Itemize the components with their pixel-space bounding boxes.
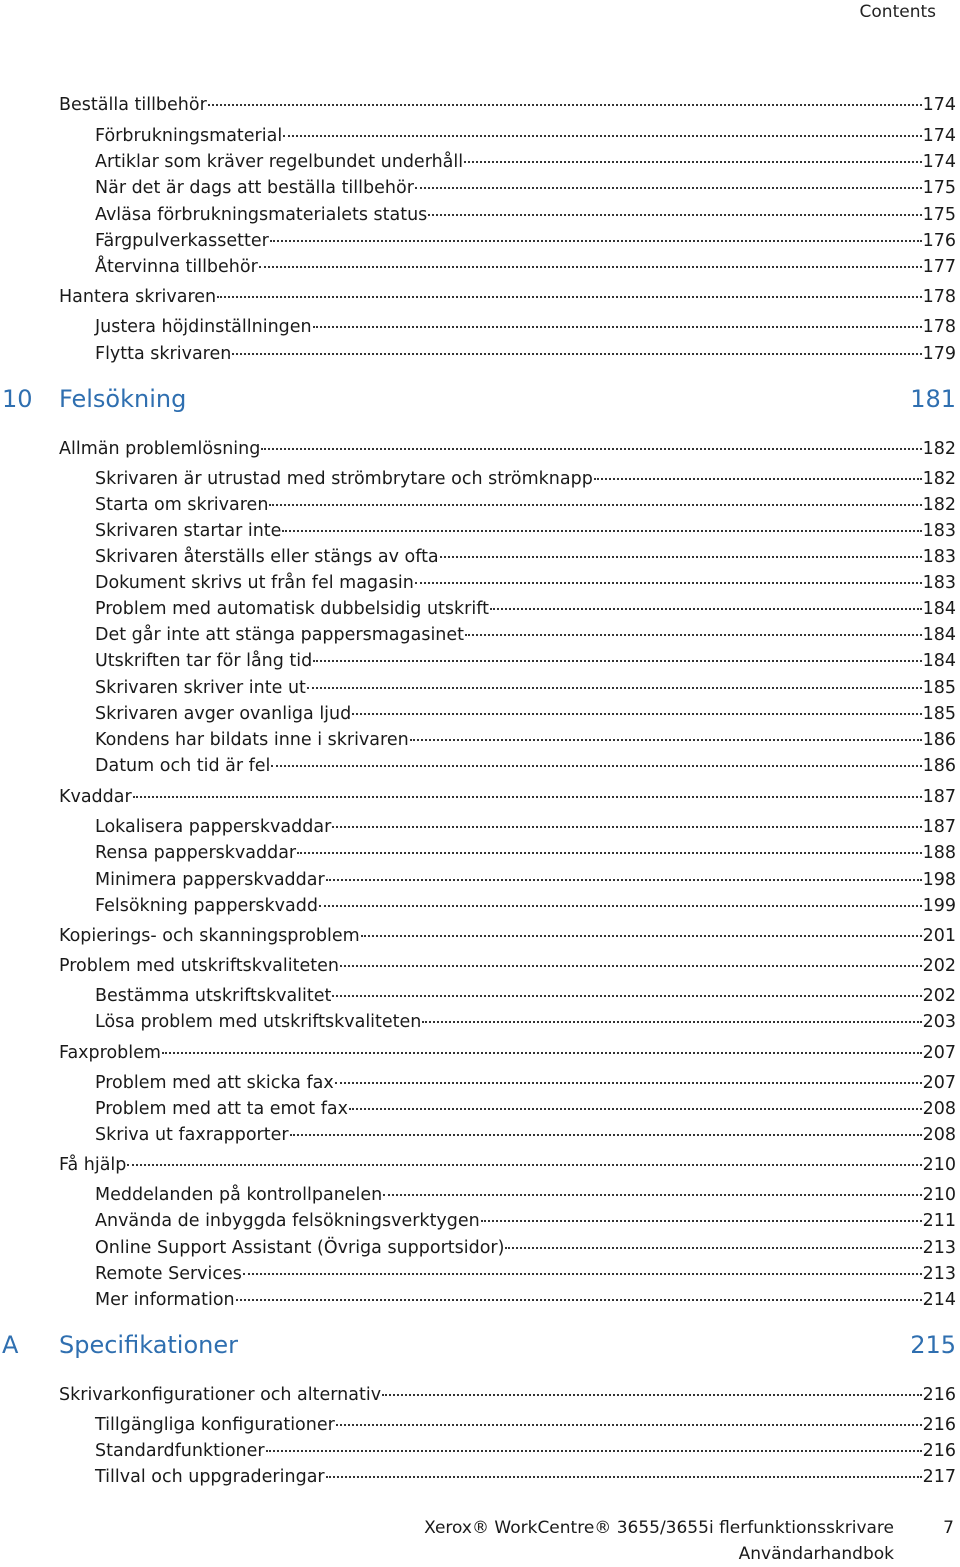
toc-entry-line	[95, 840, 956, 866]
toc-entry-page: 199	[922, 896, 956, 916]
toc-subsection-entry[interactable]	[0, 1182, 960, 1208]
toc-entry-title: Felsökning papperskvadd	[95, 896, 318, 916]
toc-entry-title: Problem med att skicka fax	[95, 1073, 334, 1093]
toc-entry-page: 187	[922, 817, 956, 837]
toc-entry-line	[95, 1208, 956, 1234]
toc-section-entry[interactable]	[0, 1152, 960, 1178]
toc-entry-line	[95, 893, 956, 919]
chapter-page: 215	[910, 1331, 956, 1359]
toc-entry-line	[95, 727, 956, 753]
dot-leader	[335, 1082, 922, 1084]
toc-entry-page: 185	[922, 678, 956, 698]
toc-entry-page: 175	[922, 205, 956, 225]
dot-leader	[236, 1299, 922, 1301]
toc-entry-line	[95, 544, 956, 570]
toc-entry-page: 198	[922, 870, 956, 890]
toc-entry-page: 182	[922, 495, 956, 515]
toc-entry-title: Utskriften tar för lång tid	[95, 651, 313, 671]
dot-leader	[319, 905, 922, 907]
dot-leader	[336, 1424, 922, 1426]
toc-entry-title: Problem med utskriftskvaliteten	[59, 956, 339, 976]
toc-entry-title: Lösa problem med utskriftskvaliteten	[95, 1012, 422, 1032]
dot-leader	[133, 796, 922, 798]
toc-subsection-entry[interactable]	[0, 254, 960, 280]
toc-subsection-entry[interactable]	[0, 675, 960, 701]
toc-entry-page: 210	[922, 1185, 956, 1205]
toc-entry-line	[59, 92, 956, 118]
dot-leader	[326, 1476, 922, 1478]
toc-entry-line	[95, 1122, 956, 1148]
toc-entry-page: 177	[922, 257, 956, 277]
dot-leader	[332, 995, 921, 997]
toc-chapter-heading[interactable]	[0, 1328, 960, 1362]
toc-entry-line	[95, 1096, 956, 1122]
chapter-title: Felsökning	[59, 385, 187, 413]
dot-leader	[217, 296, 921, 298]
toc-entry-line	[59, 1152, 956, 1178]
toc-subsection-entry[interactable]	[0, 544, 960, 570]
toc-entry-title: Återvinna tillbehör	[95, 257, 258, 277]
toc-entry-page: 184	[922, 651, 956, 671]
toc-section-entry[interactable]	[0, 953, 960, 979]
toc-entry-title: Färgpulverkassetter	[95, 231, 269, 251]
toc-entry-page: 183	[922, 573, 956, 593]
toc-entry-line	[95, 622, 956, 648]
dot-leader	[297, 852, 921, 854]
toc-entry-title: Standardfunktioner	[95, 1441, 265, 1461]
dot-leader	[594, 478, 922, 480]
toc-entry-title: När det är dags att beställa tillbehör	[95, 178, 414, 198]
toc-entry-title: Allmän problemlösning	[59, 439, 261, 459]
toc-entry-title: Förbrukningsmaterial	[95, 126, 283, 146]
toc-entry-title: Kvaddar	[59, 787, 132, 807]
footer-product: Xerox® WorkCentre® 3655/3655i flerfunktionsskrivare	[424, 1518, 894, 1538]
toc-subsection-entry[interactable]	[0, 1412, 960, 1438]
dot-leader	[352, 713, 921, 715]
toc-entry-page: 187	[922, 787, 956, 807]
toc-entry-line	[59, 1040, 956, 1066]
toc-subsection-entry[interactable]	[0, 1096, 960, 1122]
toc-entry-page: 208	[922, 1099, 956, 1119]
toc-subsection-entry[interactable]	[0, 314, 960, 340]
dot-leader	[428, 214, 921, 216]
toc-entry-page: 201	[922, 926, 956, 946]
toc-entry-page: 178	[922, 317, 956, 337]
toc-entry-title: Artiklar som kräver regelbundet underhåll	[95, 152, 464, 172]
toc-subsection-entry[interactable]	[0, 648, 960, 674]
toc-entry-title: Justera höjdinställningen	[95, 317, 312, 337]
toc-subsection-entry[interactable]	[0, 753, 960, 779]
toc-subsection-entry[interactable]	[0, 727, 960, 753]
toc-entry-page: 202	[922, 986, 956, 1006]
toc-entry-title: Beställa tillbehör	[59, 95, 207, 115]
toc-entry-page: 214	[922, 1290, 956, 1310]
toc-entry-line	[95, 1261, 956, 1287]
toc-entry-title: Faxproblem	[59, 1043, 161, 1063]
toc-entry-title: Skrivarkonfigurationer och alternativ	[59, 1385, 382, 1405]
toc-entry-title: Skrivaren avger ovanliga ljud	[95, 704, 352, 724]
toc-entry-title: Det går inte att stänga pappersmagasinet	[95, 625, 465, 645]
toc-entry-page: 179	[922, 344, 956, 364]
dot-leader	[349, 1108, 922, 1110]
toc-subsection-entry[interactable]	[0, 518, 960, 544]
dot-leader	[243, 1273, 922, 1275]
toc-entry-title: Lokalisera papperskvaddar	[95, 817, 332, 837]
toc-entry-page: 174	[922, 152, 956, 172]
dot-leader	[313, 326, 922, 328]
toc-entry-line	[95, 675, 956, 701]
dot-leader	[313, 660, 921, 662]
toc-entry-line	[95, 518, 956, 544]
toc-entry-page: 202	[922, 956, 956, 976]
dot-leader	[307, 687, 922, 689]
toc-entry-line	[95, 1438, 956, 1464]
toc-subsection-entry[interactable]	[0, 1464, 960, 1490]
toc-entry-line	[95, 254, 956, 280]
dot-leader	[232, 353, 921, 355]
toc-entry-line	[95, 1464, 956, 1490]
toc-subsection-entry[interactable]	[0, 123, 960, 149]
chapter-number: A	[2, 1331, 19, 1359]
dot-leader	[290, 1134, 922, 1136]
toc-entry-line	[59, 923, 956, 949]
toc-entry-title: Dokument skrivs ut från fel magasin	[95, 573, 414, 593]
toc-entry-line	[95, 814, 956, 840]
toc-entry-title: Starta om skrivaren	[95, 495, 269, 515]
toc-entry-title: Bestämma utskriftskvalitet	[95, 986, 332, 1006]
toc-entry-title: Datum och tid är fel	[95, 756, 271, 776]
dot-leader	[422, 1021, 921, 1023]
toc-section-entry[interactable]	[0, 784, 960, 810]
toc-entry-page: 175	[922, 178, 956, 198]
dot-leader	[481, 1220, 922, 1222]
toc-entry-line	[95, 1070, 956, 1096]
toc-entry-page: 213	[922, 1264, 956, 1284]
dot-leader	[465, 634, 922, 636]
toc-entry-page: 217	[922, 1467, 956, 1487]
toc-subsection-entry[interactable]	[0, 492, 960, 518]
toc-entry-line	[95, 123, 956, 149]
toc-entry-title: Remote Services	[95, 1264, 242, 1284]
toc-entry-title: Skrivaren är utrustad med strömbrytare och strömknapp	[95, 469, 593, 489]
dot-leader	[283, 135, 921, 137]
dot-leader	[382, 1394, 922, 1396]
toc-section-entry[interactable]	[0, 436, 960, 462]
toc-entry-line	[95, 867, 956, 893]
toc-entry-line	[95, 492, 956, 518]
toc-entry-title: Mer information	[95, 1290, 235, 1310]
toc-subsection-entry[interactable]	[0, 867, 960, 893]
toc-subsection-entry[interactable]	[0, 893, 960, 919]
toc-subsection-entry[interactable]	[0, 622, 960, 648]
toc-entry-page: 184	[922, 599, 956, 619]
toc-entry-line	[95, 466, 956, 492]
dot-leader	[127, 1164, 921, 1166]
toc-subsection-entry[interactable]	[0, 149, 960, 175]
toc-entry-page: 174	[922, 126, 956, 146]
chapter-number: 10	[2, 385, 33, 413]
toc-entry-line	[59, 284, 956, 310]
dot-leader	[490, 608, 922, 610]
toc-entry-line	[95, 1287, 956, 1313]
toc-entry-page: 182	[922, 469, 956, 489]
toc-section-entry[interactable]	[0, 284, 960, 310]
toc-entry-title: Meddelanden på kontrollpanelen	[95, 1185, 383, 1205]
dot-leader	[270, 240, 922, 242]
toc-section-entry[interactable]	[0, 92, 960, 118]
toc-section-entry[interactable]	[0, 1040, 960, 1066]
toc-entry-page: 210	[922, 1155, 956, 1175]
toc-entry-page: 188	[922, 843, 956, 863]
toc-subsection-entry[interactable]	[0, 840, 960, 866]
toc-subsection-entry[interactable]	[0, 983, 960, 1009]
dot-leader	[340, 965, 922, 967]
toc-subsection-entry[interactable]	[0, 466, 960, 492]
dot-leader	[332, 826, 921, 828]
toc-entry-page: 208	[922, 1125, 956, 1145]
toc-entry-title: Få hjälp	[59, 1155, 127, 1175]
toc-entry-page: 203	[922, 1012, 956, 1032]
toc-entry-line	[95, 1009, 956, 1035]
toc-entry-page: 185	[922, 704, 956, 724]
chapter-title: Specifikationer	[59, 1331, 239, 1359]
toc-entry-title: Flytta skrivaren	[95, 344, 232, 364]
toc-entry-page: 186	[922, 756, 956, 776]
dot-leader	[162, 1052, 922, 1054]
toc-entry-page: 216	[922, 1385, 956, 1405]
toc-entry-title: Kopierings- och skanningsproblem	[59, 926, 360, 946]
toc-entry-line	[95, 648, 956, 674]
toc-subsection-entry[interactable]	[0, 1438, 960, 1464]
dot-leader	[505, 1247, 921, 1249]
page-footer	[424, 1515, 894, 1567]
toc-entry-line	[95, 175, 956, 201]
toc-entry-title: Använda de inbyggda felsökningsverktygen	[95, 1211, 480, 1231]
toc-entry-page: 182	[922, 439, 956, 459]
toc-subsection-entry[interactable]	[0, 341, 960, 367]
toc-entry-page: 211	[922, 1211, 956, 1231]
toc-entry-title: Online Support Assistant (Övriga supportsidor)	[95, 1238, 505, 1258]
toc-entry-line	[59, 1382, 956, 1408]
dot-leader	[415, 582, 922, 584]
toc-entry-title: Skrivaren återställs eller stängs av ofta	[95, 547, 439, 567]
dot-leader	[269, 504, 921, 506]
toc-entry-line	[95, 1182, 956, 1208]
toc-subsection-entry[interactable]	[0, 570, 960, 596]
dot-leader	[259, 266, 922, 268]
toc-subsection-entry[interactable]	[0, 701, 960, 727]
dot-leader	[415, 187, 922, 189]
toc-entry-line	[95, 228, 956, 254]
footer-page-number: 7	[943, 1518, 954, 1538]
toc-subsection-entry[interactable]	[0, 202, 960, 228]
toc-entry-page: 216	[922, 1415, 956, 1435]
toc-entry-title: Skrivaren skriver inte ut	[95, 678, 306, 698]
toc-entry-title: Skrivaren startar inte	[95, 521, 282, 541]
toc-entry-title: Skriva ut faxrapporter	[95, 1125, 289, 1145]
toc-entry-page: 183	[922, 547, 956, 567]
toc-entry-line	[59, 436, 956, 462]
dot-leader	[261, 448, 921, 450]
toc-entry-line	[95, 983, 956, 1009]
toc-subsection-entry[interactable]	[0, 596, 960, 622]
toc-subsection-entry[interactable]	[0, 1287, 960, 1313]
toc-entry-line	[95, 149, 956, 175]
dot-leader	[361, 935, 922, 937]
toc-entry-page: 184	[922, 625, 956, 645]
footer-guide: Användarhandbok	[738, 1544, 894, 1564]
toc-entry-title: Problem med att ta emot fax	[95, 1099, 348, 1119]
toc-entry-line	[95, 570, 956, 596]
dot-leader	[464, 161, 921, 163]
toc-entry-title: Problem med automatisk dubbelsidig utskrift	[95, 599, 489, 619]
dot-leader	[282, 530, 921, 532]
toc-subsection-entry[interactable]	[0, 1122, 960, 1148]
toc-subsection-entry[interactable]	[0, 175, 960, 201]
toc-section-entry[interactable]	[0, 923, 960, 949]
toc-entry-page: 207	[922, 1073, 956, 1093]
toc-entry-title: Tillgängliga konfigurationer	[95, 1415, 335, 1435]
toc-subsection-entry[interactable]	[0, 1070, 960, 1096]
toc-entry-title: Kondens har bildats inne i skrivaren	[95, 730, 409, 750]
toc-subsection-entry[interactable]	[0, 228, 960, 254]
toc-entry-line	[95, 596, 956, 622]
toc-entry-title: Rensa papperskvaddar	[95, 843, 297, 863]
toc-entry-page: 216	[922, 1441, 956, 1461]
toc-entry-title: Tillval och uppgraderingar	[95, 1467, 325, 1487]
dot-leader	[326, 879, 922, 881]
toc-section-entry[interactable]	[0, 1382, 960, 1408]
toc-entry-line	[95, 701, 956, 727]
toc-entry-line	[95, 1235, 956, 1261]
toc-entry-page: 186	[922, 730, 956, 750]
toc-entry-page: 178	[922, 287, 956, 307]
dot-leader	[271, 765, 921, 767]
dot-leader	[208, 104, 922, 106]
toc-subsection-entry[interactable]	[0, 1235, 960, 1261]
dot-leader	[440, 556, 922, 558]
toc-subsection-entry[interactable]	[0, 814, 960, 840]
toc-entry-title: Hantera skrivaren	[59, 287, 217, 307]
toc-subsection-entry[interactable]	[0, 1208, 960, 1234]
toc-entry-line	[95, 1412, 956, 1438]
toc-entry-page: 213	[922, 1238, 956, 1258]
toc-entry-line	[95, 202, 956, 228]
toc-subsection-entry[interactable]	[0, 1009, 960, 1035]
toc-entry-page: 183	[922, 521, 956, 541]
toc-entry-line	[95, 314, 956, 340]
toc-entry-title: Avläsa förbrukningsmaterialets status	[95, 205, 428, 225]
dot-leader	[410, 739, 922, 741]
toc-entry-title: Minimera papperskvaddar	[95, 870, 325, 890]
toc-entry-page: 174	[922, 95, 956, 115]
toc-entry-line	[59, 784, 956, 810]
toc-entry-line	[95, 341, 956, 367]
toc-subsection-entry[interactable]	[0, 1261, 960, 1287]
running-header: Contents	[859, 2, 936, 22]
toc-entry-line	[59, 953, 956, 979]
dot-leader	[266, 1450, 922, 1452]
toc-entry-page: 176	[922, 231, 956, 251]
dot-leader	[383, 1194, 921, 1196]
toc-entry-line	[95, 753, 956, 779]
toc-chapter-heading[interactable]	[0, 382, 960, 416]
chapter-page: 181	[910, 385, 956, 413]
toc-entry-page: 207	[922, 1043, 956, 1063]
